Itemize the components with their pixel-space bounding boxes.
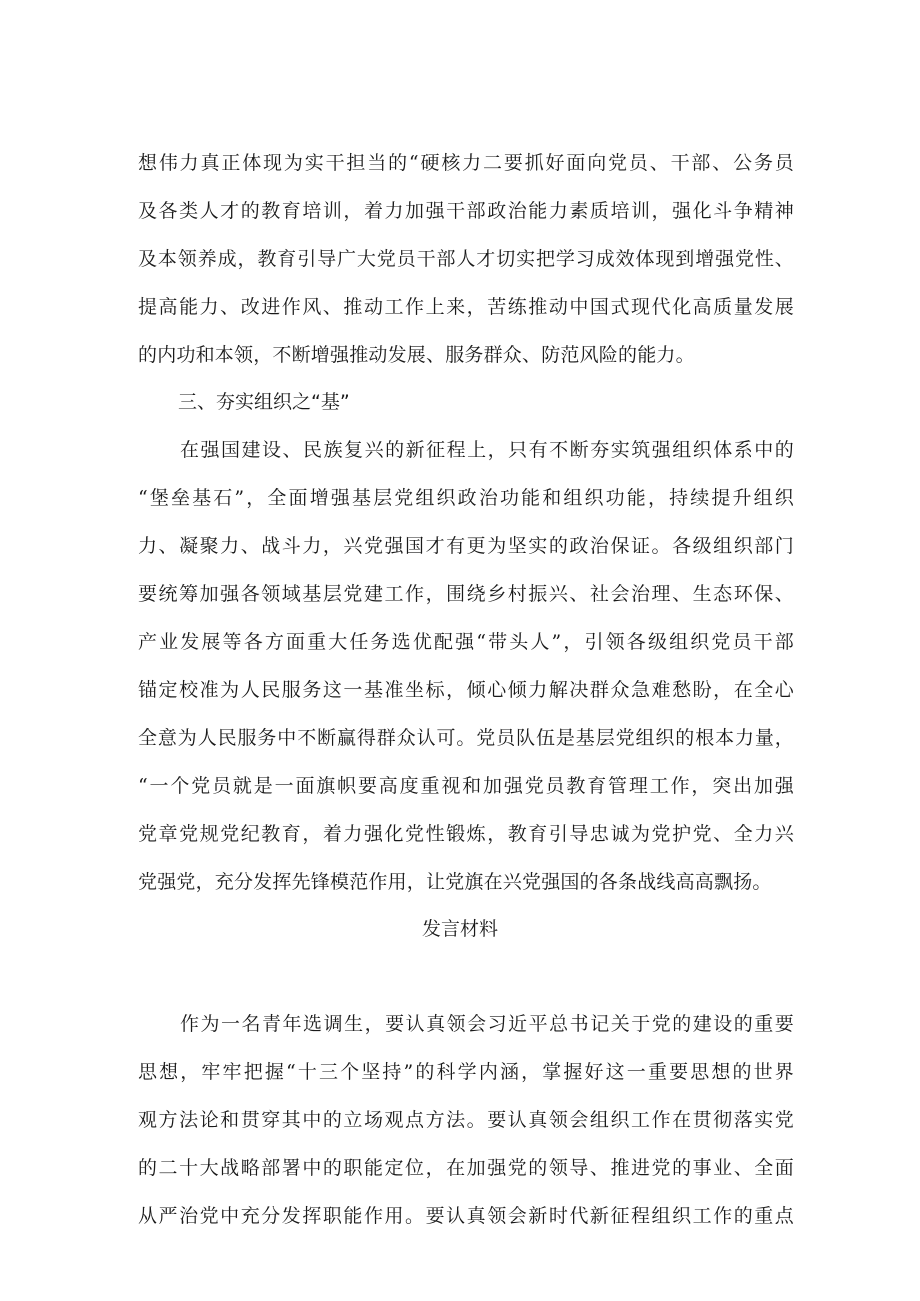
paragraph-2-line-1: 在强国建设、民族复兴的新征程上，只有不断夯实筑强组织体系中的 bbox=[180, 439, 794, 461]
paragraph-2-line-10: 党强党，充分发挥先锋模范作用，让党旗在兴党强国的各条战线高高飘扬。 bbox=[138, 871, 772, 893]
paragraph-2-line-8: “一个党员就是一面旗帜要高度重视和加强党员教育管理工作，突出加强 bbox=[138, 775, 794, 797]
paragraph-2-line-4: 要统筹加强各领域基层党建工作，围绕乡村振兴、社会治理、生态环保、 bbox=[138, 583, 794, 605]
paragraph-1-line-1: 想伟力真正体现为实干担当的“硬核力二要抓好面向党员、干部、公务员 bbox=[138, 152, 794, 174]
paragraph-2-line-7: 全意为人民服务中不断赢得群众认可。党员队伍是基层党组织的根本力量， bbox=[138, 727, 794, 749]
paragraph-2-line-6: 锚定校准为人民服务这一基准坐标，倾心倾力解决群众急难愁盼，在全心 bbox=[138, 679, 794, 701]
paragraph-2-line-5: 产业发展等各方面重大任务选优配强“带头人”，引领各级组织党员干部 bbox=[138, 631, 794, 653]
paragraph-3-line-1: 作为一名青年选调生，要认真领会习近平总书记关于党的建设的重要 bbox=[180, 1013, 794, 1035]
paragraph-2-line-9: 党章党规党纪教育，着力强化党性锻炼，教育引导忠诚为党护党、全力兴 bbox=[138, 823, 794, 845]
paragraph-1-line-4: 提高能力、改进作风、推动工作上来，苦练推动中国式现代化高质量发展 bbox=[138, 296, 794, 318]
section-heading: 三、夯实组织之“基” bbox=[178, 391, 350, 413]
paragraph-3-line-3: 观方法论和贯穿其中的立场观点方法。要认真领会组织工作在贯彻落实党 bbox=[138, 1109, 794, 1131]
paragraph-3-line-5: 从严治党中充分发挥职能作用。要认真领会新时代新征程组织工作的重点 bbox=[138, 1205, 794, 1227]
paragraph-3-line-2: 思想，牢牢把握“十三个坚持”的科学内涵，掌握好这一重要思想的世界 bbox=[138, 1061, 794, 1083]
paragraph-1-line-3: 及本领养成，教育引导广大党员干部人才切实把学习成效体现到增强党性、 bbox=[138, 248, 794, 270]
document-title: 发言材料 bbox=[421, 918, 498, 940]
paragraph-1-line-5: 的内功和本领，不断增强推动发展、服务群众、防范风险的能力。 bbox=[138, 344, 695, 366]
paragraph-1-line-2: 及各类人才的教育培训，着力加强干部政治能力素质培训，强化斗争精神 bbox=[138, 200, 794, 222]
paragraph-3-line-4: 的二十大战略部署中的职能定位，在加强党的领导、推进党的事业、全面 bbox=[138, 1157, 794, 1179]
paragraph-2-line-2: “堡垒基石”，全面增强基层党组织政治功能和组织功能，持续提升组织 bbox=[138, 487, 794, 509]
paragraph-2-line-3: 力、凝聚力、战斗力，兴党强国才有更为坚实的政治保证。各级组织部门 bbox=[138, 535, 794, 557]
